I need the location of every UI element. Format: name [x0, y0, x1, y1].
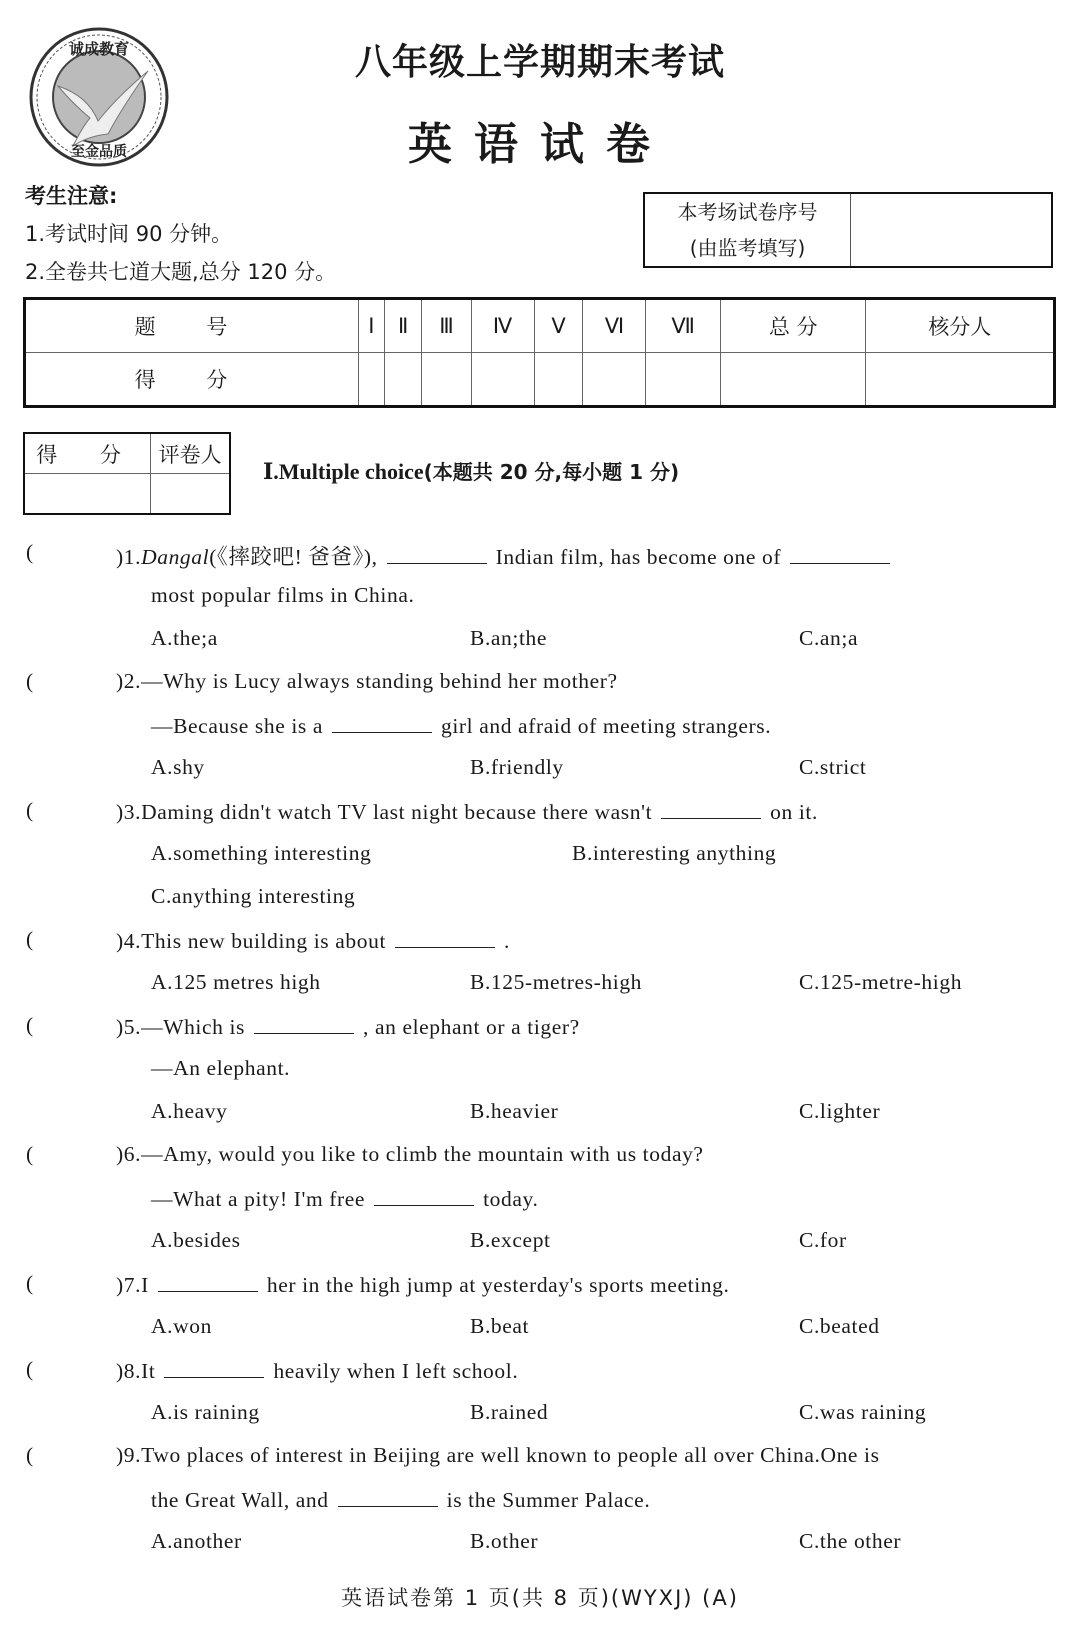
answer-bracket[interactable]: ( [26, 1443, 34, 1467]
score-header-cell: Ⅵ [583, 299, 646, 353]
section-score-label: 得 分 [24, 433, 151, 474]
answer-option: A.won [151, 1314, 212, 1338]
question-text: on it. [770, 800, 818, 824]
answer-option: A.besides [151, 1228, 241, 1252]
score-header-cell: Ⅲ [422, 299, 471, 353]
page-footer: 英语试卷第 1 页(共 8 页)(WYXJ) (A) [341, 1586, 739, 1610]
question-text: girl and afraid of meeting strangers. [441, 714, 772, 738]
question-text: —Why is Lucy always standing behind her mother? [141, 669, 618, 693]
section-score-box [23, 432, 231, 515]
question-line [116, 669, 618, 694]
question-line [151, 1185, 538, 1212]
question-text: is the Summer Palace. [446, 1488, 651, 1512]
question-number: )9. [116, 1443, 142, 1467]
answer-option: C.for [799, 1228, 847, 1252]
question-line [116, 1357, 518, 1384]
question-text: heavily when I left school. [273, 1359, 519, 1383]
question-text: Two places of interest in Beijing are well known to people all over China.One is [141, 1443, 880, 1467]
question-line [116, 1013, 580, 1040]
question-text: —Because she is a [151, 714, 323, 738]
answer-bracket[interactable]: ( [26, 1357, 34, 1381]
serial-number-label [645, 194, 851, 266]
answer-option: B.an;the [470, 626, 548, 650]
question-number: )3. [116, 800, 142, 824]
question-text: Daming didn't watch TV last night because there wasn't [141, 800, 653, 824]
answer-option: A.125 metres high [151, 970, 321, 994]
answer-option: B.friendly [470, 755, 564, 779]
score-cell[interactable] [583, 353, 646, 407]
notice-item: 1.考试时间 90 分钟。 [25, 222, 233, 246]
answer-option: A.another [151, 1529, 242, 1553]
question-text: Dangal [141, 545, 210, 569]
question-text: the Great Wall, and [151, 1488, 329, 1512]
answer-blank [332, 712, 432, 733]
question-line [151, 1056, 290, 1081]
question-line [116, 1443, 880, 1468]
answer-blank [387, 543, 487, 564]
answer-option: C.was raining [799, 1400, 927, 1424]
answer-option: C.beated [799, 1314, 880, 1338]
answer-option: B.other [470, 1529, 539, 1553]
score-header-cell: 总 分 [720, 299, 865, 353]
score-header-cell: Ⅴ [534, 299, 583, 353]
answer-blank [158, 1271, 258, 1292]
question-text: I [141, 1273, 149, 1297]
answer-bracket[interactable]: ( [26, 1013, 34, 1037]
score-header-cell: 题 号 [25, 299, 359, 353]
question-text: —What a pity! I'm free [151, 1187, 366, 1211]
answer-blank [164, 1357, 264, 1378]
question-text: her in the high jump at yesterday's sports meeting. [266, 1273, 730, 1297]
question-text: It [141, 1359, 156, 1383]
score-value-row [25, 353, 1055, 407]
question-line [116, 927, 510, 954]
question-number: )6. [116, 1142, 142, 1166]
question-text: . [504, 929, 510, 953]
question-line [151, 712, 771, 739]
question-text: (《摔跤吧! 爸爸》), [209, 545, 378, 569]
score-cell[interactable] [471, 353, 534, 407]
score-header-cell: Ⅶ [646, 299, 721, 353]
question-number: )2. [116, 669, 142, 693]
score-cell[interactable] [534, 353, 583, 407]
answer-option: B.125-metres-high [470, 970, 643, 994]
answer-option: A.heavy [151, 1099, 228, 1123]
svg-text:至金品质: 至金品质 [71, 144, 127, 160]
score-header-cell: 核分人 [866, 299, 1055, 353]
score-cell[interactable] [422, 353, 471, 407]
svg-text:诚成教育: 诚成教育 [68, 40, 130, 58]
question-text: Indian film, has become one of [495, 545, 782, 569]
answer-option: C.125-metre-high [799, 970, 963, 994]
question-number: )7. [116, 1273, 142, 1297]
question-number: )4. [116, 929, 142, 953]
question-number: )1. [116, 545, 142, 569]
answer-blank [254, 1013, 354, 1034]
answer-blank [790, 543, 890, 564]
question-text: —Which is [141, 1015, 246, 1039]
answer-bracket[interactable]: ( [26, 540, 34, 564]
score-header-cell: Ⅱ [384, 299, 422, 353]
answer-bracket[interactable]: ( [26, 1271, 34, 1295]
question-text: , an elephant or a tiger? [363, 1015, 580, 1039]
score-header-row [25, 299, 1055, 353]
question-line [151, 1486, 650, 1513]
score-header-cell: Ⅰ [358, 299, 384, 353]
answer-bracket[interactable]: ( [26, 669, 34, 693]
section-title [263, 456, 679, 485]
answer-blank [661, 798, 761, 819]
question-text: —An elephant. [151, 1056, 291, 1080]
answer-option: C.an;a [799, 626, 859, 650]
question-text: most popular films in China. [151, 583, 415, 607]
section-score-cell[interactable] [24, 474, 151, 515]
question-line [116, 1271, 729, 1298]
notice-item: 2.全卷共七道大题,总分 120 分。 [25, 260, 337, 284]
answer-option: A.shy [151, 755, 205, 779]
serial-number-field[interactable] [851, 194, 1051, 266]
answer-blank [395, 927, 495, 948]
answer-option: B.beat [470, 1314, 530, 1338]
answer-blank [338, 1486, 438, 1507]
notice-heading: 考生注意: [25, 184, 118, 208]
answer-option: B.heavier [470, 1099, 559, 1123]
serial-label-line1: 本考场试卷序号 [677, 200, 818, 224]
score-cell[interactable] [646, 353, 721, 407]
answer-option: C.lighter [799, 1099, 881, 1123]
grader-label: 评卷人 [151, 433, 230, 474]
answer-bracket[interactable]: ( [26, 798, 34, 822]
grader-cell[interactable] [151, 474, 230, 515]
score-cell[interactable] [866, 353, 1055, 407]
question-line [151, 583, 414, 608]
score-header-cell: Ⅳ [471, 299, 534, 353]
section-title-en: Ⅰ.Multiple choice [263, 459, 424, 484]
answer-option: A.the;a [151, 626, 218, 650]
answer-option: C.strict [799, 755, 867, 779]
score-row-label: 得 分 [25, 353, 359, 407]
answer-option: B.except [470, 1228, 551, 1252]
answer-option: C.anything interesting [151, 884, 356, 908]
question-line [116, 1142, 704, 1167]
question-text: —Amy, would you like to climb the mountain with us today? [141, 1142, 704, 1166]
serial-label-line2: (由监考填写) [689, 236, 806, 260]
question-line [116, 540, 899, 571]
section-title-cn: (本题共 20 分,每小题 1 分) [423, 460, 680, 484]
answer-blank [374, 1185, 474, 1206]
answer-bracket[interactable]: ( [26, 927, 34, 951]
serial-number-box [643, 192, 1053, 268]
answer-option: C.the other [799, 1529, 902, 1553]
score-cell[interactable] [384, 353, 422, 407]
exam-subtitle: 英语试卷 [408, 119, 672, 170]
answer-option: B.rained [470, 1400, 549, 1424]
score-table [23, 297, 1056, 408]
answer-option: A.is raining [151, 1400, 260, 1424]
question-number: )5. [116, 1015, 142, 1039]
score-cell[interactable] [358, 353, 384, 407]
question-number: )8. [116, 1359, 142, 1383]
answer-option: B.interesting anything [572, 841, 777, 865]
answer-bracket[interactable]: ( [26, 1142, 34, 1166]
question-line [116, 798, 818, 825]
question-text: This new building is about [141, 929, 387, 953]
exam-title: 八年级上学期期末考试 [354, 42, 725, 83]
score-cell[interactable] [720, 353, 865, 407]
answer-option: A.something interesting [151, 841, 372, 865]
question-text: today. [483, 1187, 539, 1211]
